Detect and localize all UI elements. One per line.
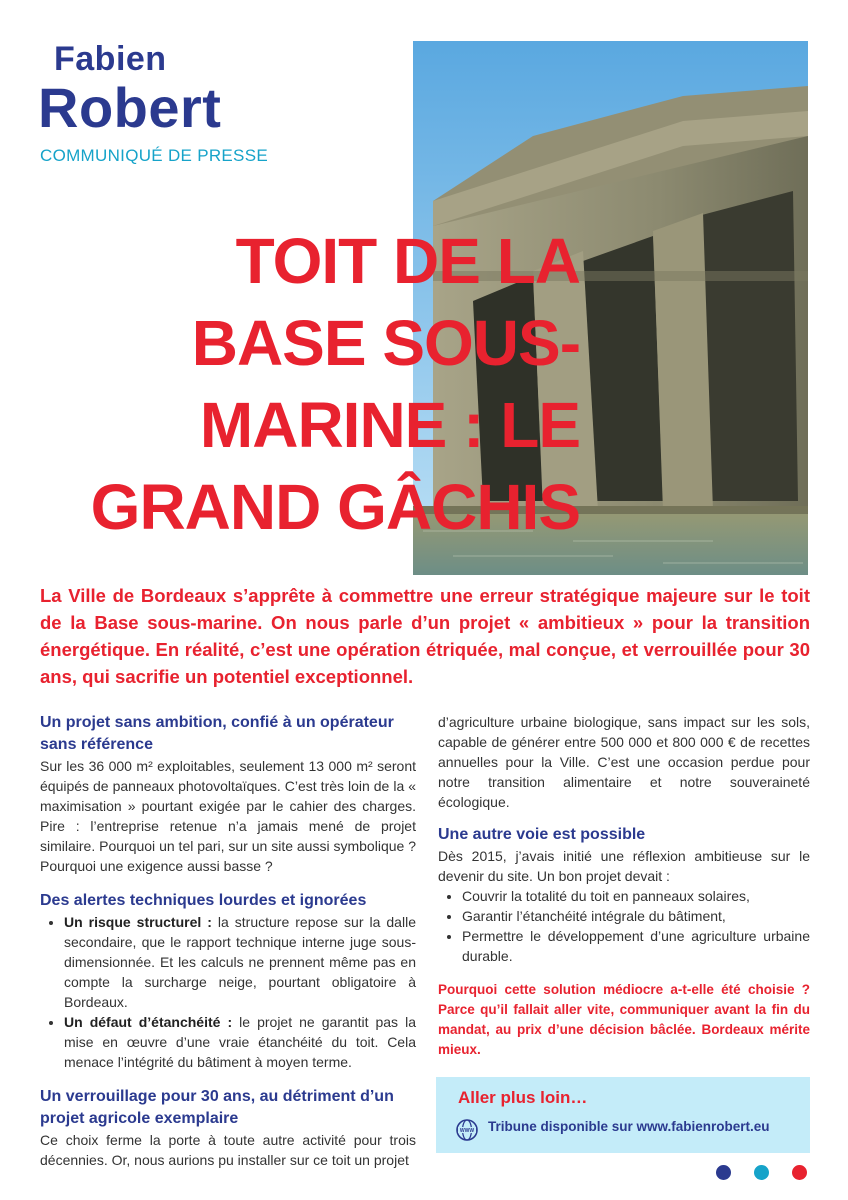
globe-www-icon bbox=[455, 1118, 479, 1142]
tribune-link[interactable]: Tribune disponible sur www.fabienrobert.eu bbox=[488, 1119, 770, 1134]
right-column bbox=[438, 712, 810, 1060]
list-item: • Garantir l’étanchéité intégrale du bâtiment, bbox=[462, 906, 810, 926]
headline-line-2: BASE SOUS- bbox=[191, 307, 580, 379]
alerts-list bbox=[40, 912, 416, 1072]
brand-last-name: Robert bbox=[38, 76, 222, 139]
left-column bbox=[40, 712, 416, 1170]
section-heading: Un verrouillage pour 30 ans, au détriment d’un projet agricole exemplaire bbox=[40, 1088, 394, 1127]
list-item: • Couvrir la totalité du toit en panneaux solaires, bbox=[462, 886, 810, 906]
brand-first-name: Fabien bbox=[54, 40, 167, 78]
section-heading: Des alertes techniques lourdes et ignorées bbox=[40, 892, 367, 909]
section-body-continued: d’agriculture urbaine biologique, sans impact sur les sols, capable de générer entre 500 000 et 800 000 € de recettes annuelles pour la Ville. C’est une occasion perdue pour notre transition alimentaire et notre souveraineté écologique. bbox=[438, 714, 810, 810]
list-item: • Permettre le développement d’une agriculture urbaine durable. bbox=[462, 926, 810, 966]
section-body: Dès 2015, j’avais initié une réflexion ambitieuse sur le devenir du site. Un bon projet devait : bbox=[438, 848, 810, 884]
section-heading: Une autre voie est possible bbox=[438, 826, 646, 843]
section-body: Ce choix ferme la porte à toute autre activité pour trois décennies. Or, nous aurions pu installer sur ce toit un projet bbox=[40, 1132, 416, 1168]
section-heading: Un projet sans ambition, confié à un opérateur sans référence bbox=[40, 714, 394, 753]
list-item: • Un défaut d’étanchéité : le projet ne garantit pas la mise en œuvre d’une vraie étanchéité du toit. Cela menace l’intégrité du bâtiment à moyen terme. bbox=[64, 1012, 416, 1072]
conclusion-text: Pourquoi cette solution médiocre a-t-elle été choisie ? Parce qu’il fallait aller vite, communiquer avant la fin du mandat, au prix d’une décision bâclée. Bordeaux mérite mieux. bbox=[438, 982, 810, 1057]
more-info-title: Aller plus loin… bbox=[458, 1088, 588, 1107]
press-release-label: COMMUNIQUÉ DE PRESSE bbox=[40, 146, 268, 165]
headline bbox=[40, 220, 580, 548]
decorative-dot-blue bbox=[716, 1165, 731, 1180]
headline-line-1: TOIT DE LA bbox=[235, 225, 580, 297]
svg-text:WWW: WWW bbox=[459, 1128, 475, 1134]
decorative-dot-red bbox=[792, 1165, 807, 1180]
list-item: • Un risque structurel : la structure repose sur la dalle secondaire, que le rapport technique interne juge sous-dimensionnée. Et les calculs ne prennent même pas en compte la surcharge neige, pourtant obligatoire à Bordeaux. bbox=[64, 912, 416, 1012]
headline-line-3: MARINE : LE bbox=[199, 389, 580, 461]
headline-line-4: GRAND GÂCHIS bbox=[90, 471, 580, 543]
decorative-dot-cyan bbox=[754, 1165, 769, 1180]
lead-paragraph: La Ville de Bordeaux s’apprête à commettre une erreur stratégique majeure sur le toit de la Base sous-marine. On nous parle d’un projet « ambitieux » pour la transition énergétique. En réalité, c’est une opération étriquée, mal conçue, et verrouillée pour 30 ans, qui sacrifie un potentiel exceptionnel. bbox=[40, 585, 810, 687]
section-body: Sur les 36 000 m² exploitables, seulement 13 000 m² seront équipés de panneaux photovoltaïques. C’est très loin de la « maximisation » pourtant exigée par le cahier des charges. Pire : l’entreprise retenue n’a jamais mené de projet similaire. Pourquoi un tel pari, sur un site aussi symbolique ? Pourquoi une exigence aussi basse ? bbox=[40, 758, 416, 874]
proposals-list bbox=[438, 886, 810, 966]
